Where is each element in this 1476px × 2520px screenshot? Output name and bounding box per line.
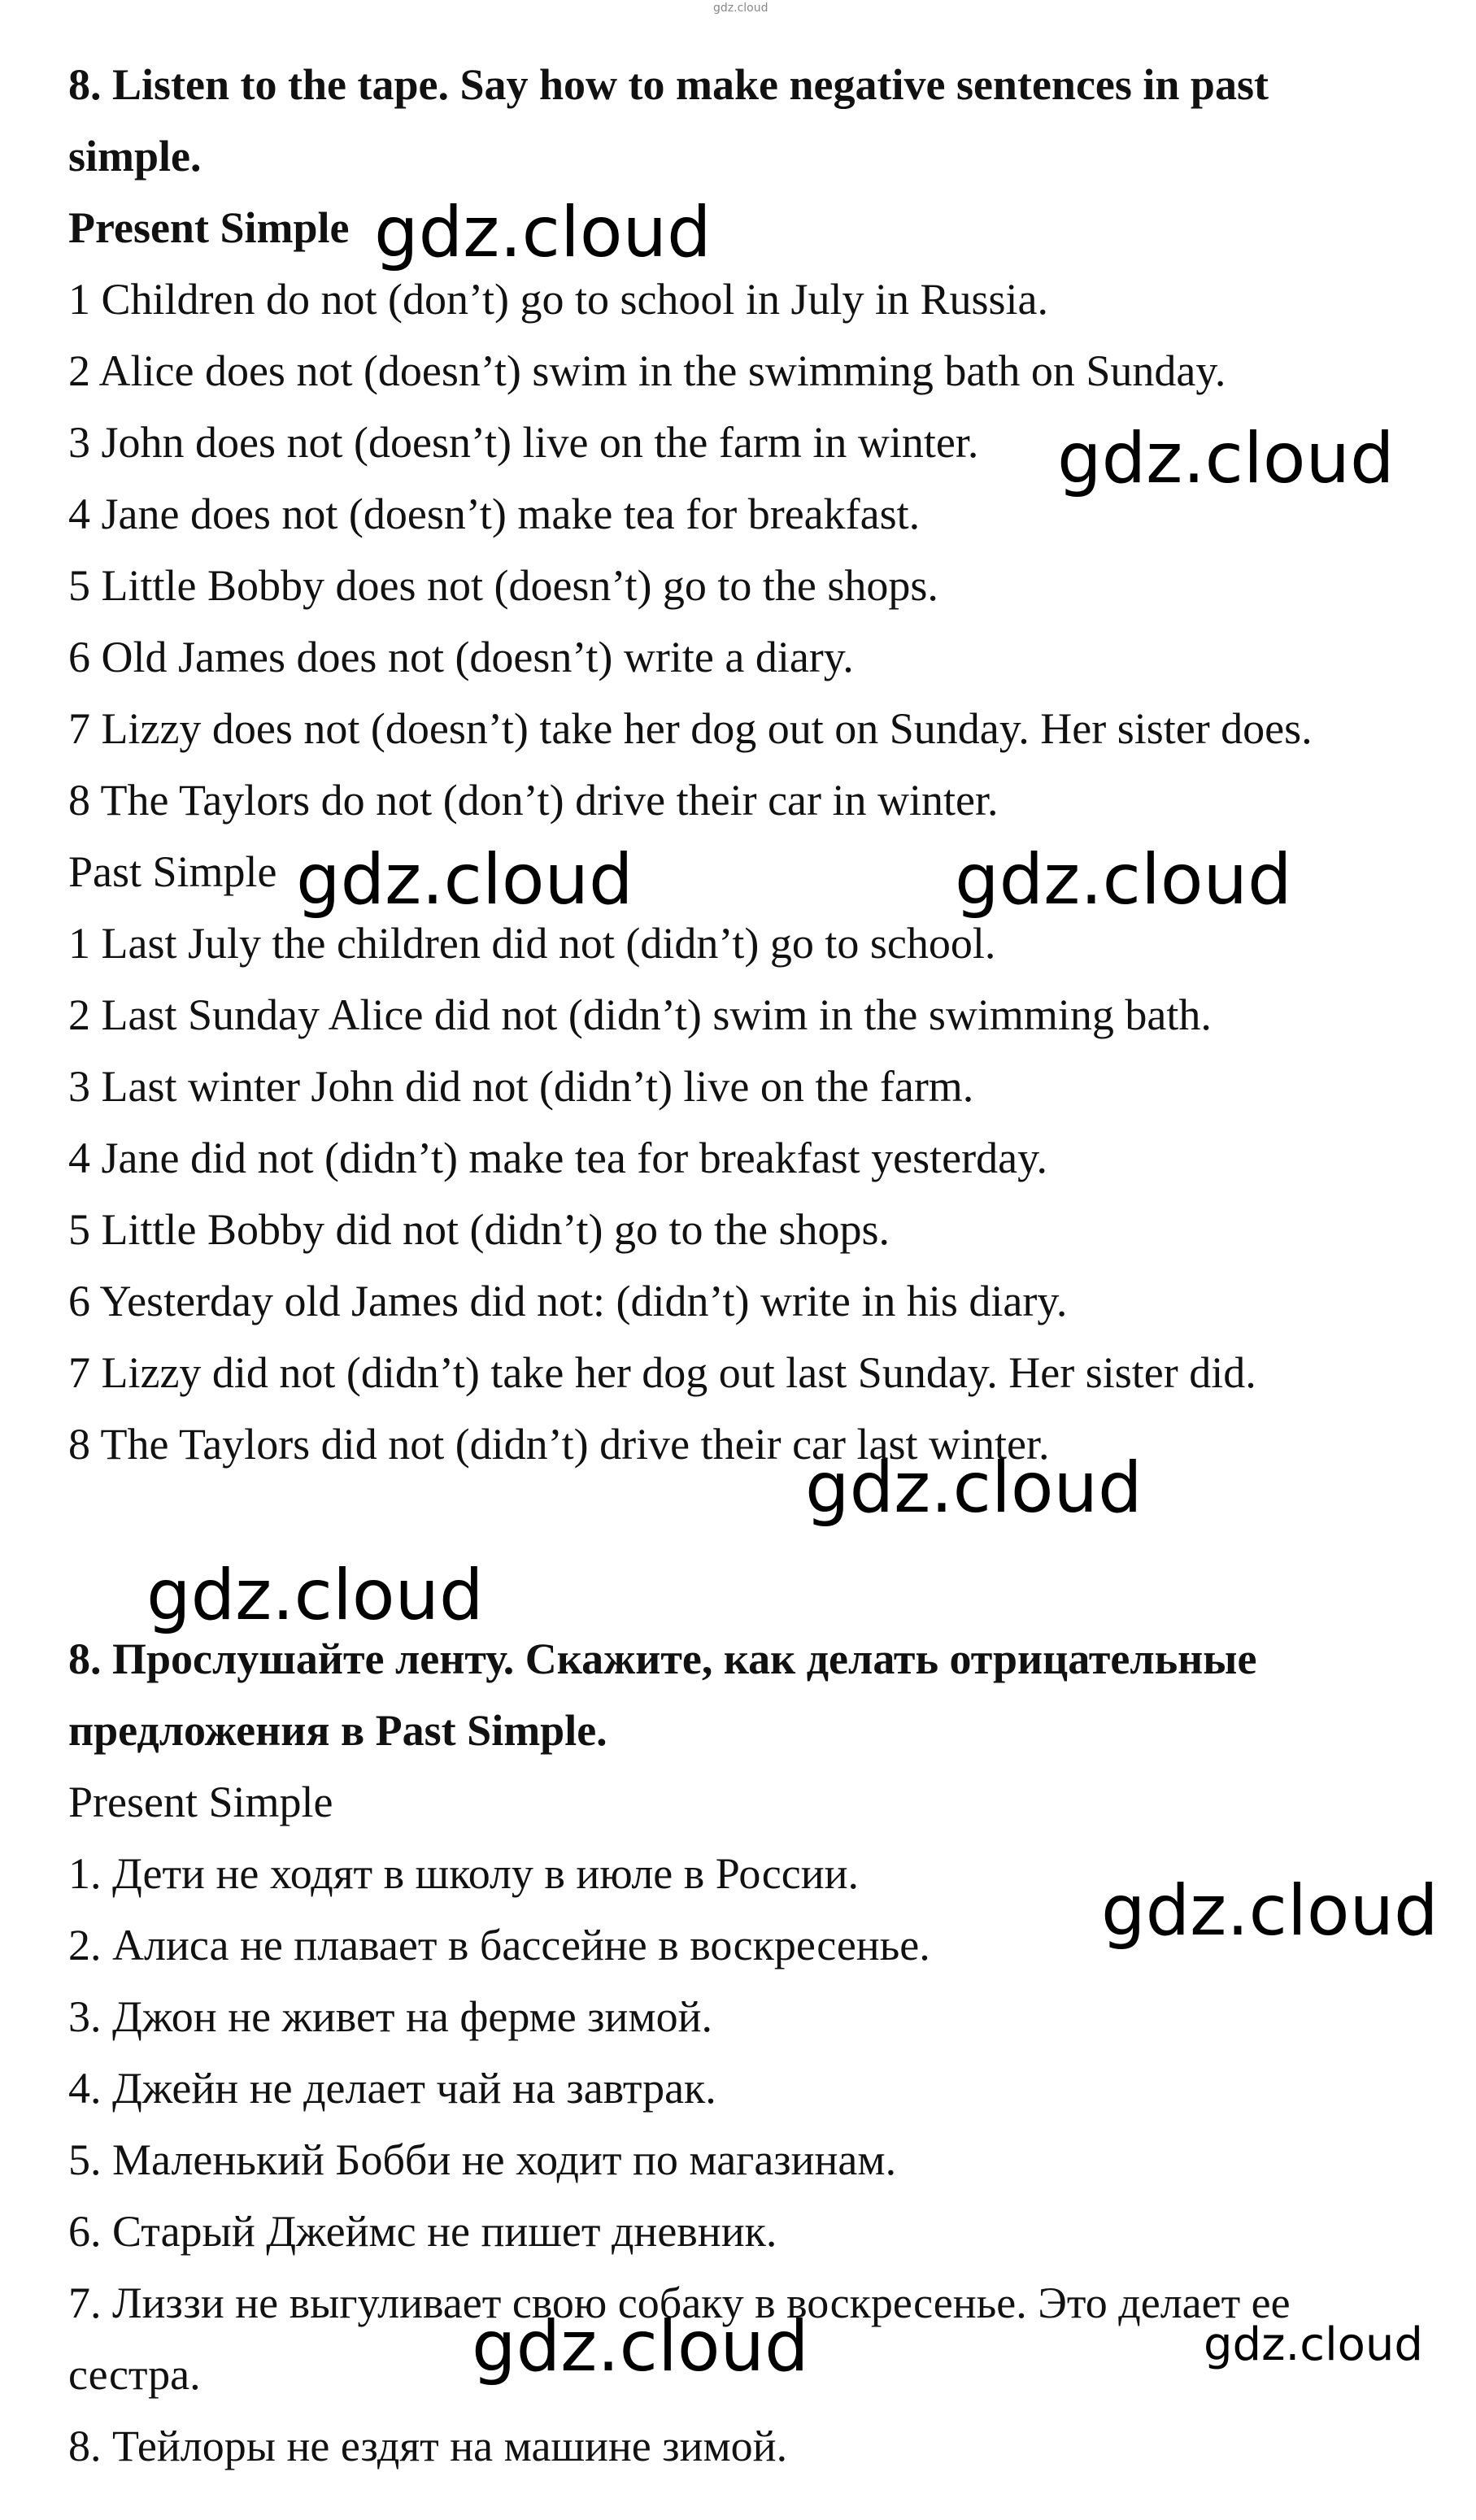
watermark-top: gdz.cloud <box>713 2 768 15</box>
watermark-text: gdz.cloud <box>296 839 634 921</box>
present-item-en-2: 2 Alice does not (doesn’t) swim in the swimming bath on Sunday. <box>68 346 1226 395</box>
present-item-ru-7-cont: сестра. <box>68 2350 201 2399</box>
watermark-text: gdz.cloud <box>805 1447 1143 1529</box>
watermark-text: gdz.cloud <box>146 1555 484 1636</box>
present-item-ru-6: 6. Старый Джеймс не пишет дневник. <box>68 2207 777 2256</box>
heading-en-line1: 8. Listen to the tape. Say how to make negative sentences in past <box>68 60 1269 109</box>
present-item-ru-2: 2. Алиса не плавает в бассейне в воскресенье. <box>68 1921 930 1969</box>
watermark-text: gdz.cloud <box>1204 2318 1423 2371</box>
present-item-en-7: 7 Lizzy does not (doesn’t) take her dog out on Sunday. Her sister does. <box>68 704 1313 753</box>
present-simple-label-ru: Present Simple <box>68 1778 333 1826</box>
watermark-text: gdz.cloud <box>1057 418 1395 499</box>
present-item-en-3: 3 John does not (doesn’t) live on the farm in winter. <box>68 418 979 467</box>
present-item-ru-3: 3. Джон не живет на ферме зимой. <box>68 1992 712 2041</box>
present-item-ru-7: 7. Лиззи не выгуливает свою собаку в воскресенье. Это делает ее <box>68 2278 1291 2327</box>
heading-en-line2: simple. <box>68 132 202 181</box>
present-item-ru-5: 5. Маленький Бобби не ходит по магазинам. <box>68 2135 897 2184</box>
present-item-en-4: 4 Jane does not (doesn’t) make tea for breakfast. <box>68 490 921 538</box>
past-item-en-8: 8 The Taylors did not (didn’t) drive their car last winter. <box>68 1420 1050 1469</box>
past-item-en-4: 4 Jane did not (didn’t) make tea for breakfast yesterday. <box>68 1134 1048 1182</box>
heading-ru-line2: предложения в Past Simple. <box>68 1706 607 1755</box>
past-simple-label-en: Past Simple <box>68 847 277 896</box>
watermark-text: gdz.cloud <box>374 192 712 273</box>
present-item-en-5: 5 Little Bobby does not (doesn’t) go to the shops. <box>68 561 938 610</box>
past-item-en-5: 5 Little Bobby did not (didn’t) go to the shops. <box>68 1205 890 1254</box>
past-item-en-2: 2 Last Sunday Alice did not (didn’t) swim in the swimming bath. <box>68 990 1212 1039</box>
past-item-en-1: 1 Last July the children did not (didn’t) go to school. <box>68 919 996 968</box>
present-item-en-6: 6 Old James does not (doesn’t) write a diary. <box>68 633 854 681</box>
past-item-en-3: 3 Last winter John did not (didn’t) live on the farm. <box>68 1062 974 1111</box>
present-item-en-1: 1 Children do not (don’t) go to school in July in Russia. <box>68 275 1048 324</box>
present-item-ru-8: 8. Тейлоры не ездят на машине зимой. <box>68 2422 788 2470</box>
heading-ru-line1: 8. Прослушайте ленту. Скажите, как делать отрицательные <box>68 1634 1257 1683</box>
present-item-en-8: 8 The Taylors do not (don’t) drive their car in winter. <box>68 776 999 825</box>
past-item-en-7: 7 Lizzy did not (didn’t) take her dog out last Sunday. Her sister did. <box>68 1348 1256 1397</box>
watermark-text: gdz.cloud <box>1101 1870 1439 1952</box>
watermark-text: gdz.cloud <box>472 2306 809 2387</box>
present-item-ru-1: 1. Дети не ходят в школу в июле в России. <box>68 1849 859 1898</box>
present-item-ru-4: 4. Джейн не делает чай на завтрак. <box>68 2064 716 2113</box>
watermark-text: gdz.cloud <box>955 839 1292 921</box>
present-simple-label-en: Present Simple <box>68 203 350 252</box>
past-item-en-6: 6 Yesterday old James did not: (didn’t) write in his diary. <box>68 1277 1068 1325</box>
